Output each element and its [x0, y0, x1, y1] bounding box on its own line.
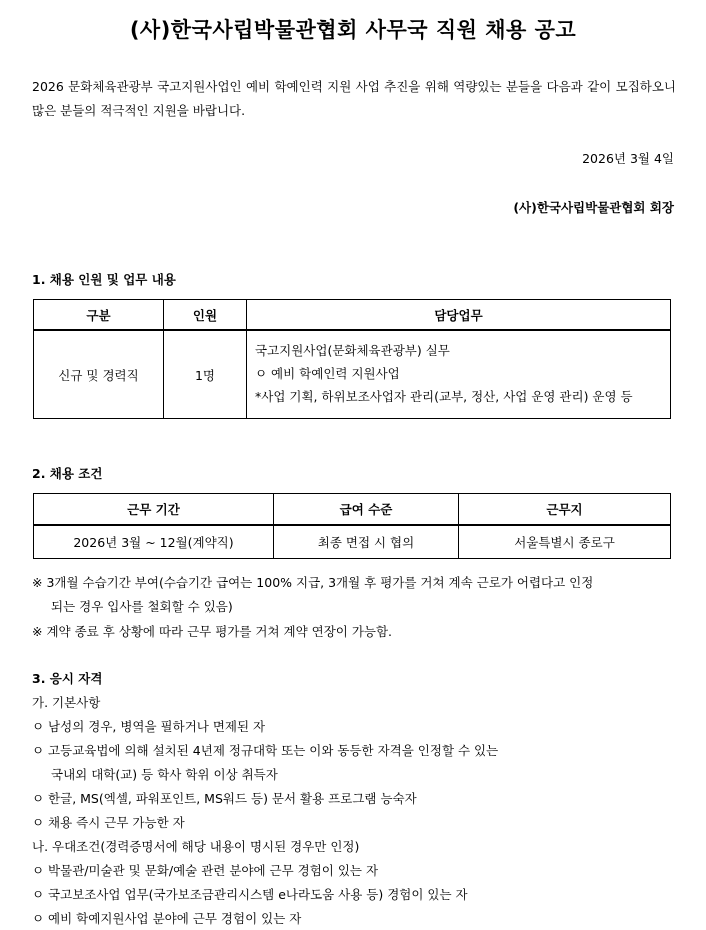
- header-category: 구분: [34, 300, 164, 331]
- duty-line: *사업 기획, 하위보조사업자 관리(교부, 정산, 사업 운영 관리) 운영 등: [255, 389, 633, 404]
- note-line: 되는 경우 입사를 철회할 수 있음): [51, 599, 233, 614]
- conditions-table-header: [34, 494, 671, 526]
- recruitment-table: [33, 299, 671, 419]
- qualification-line: 나. 우대조건(경력증명서에 해당 내용이 명시된 경우만 인정): [32, 839, 360, 854]
- recruitment-table-header: [34, 300, 671, 331]
- conditions-table: [33, 493, 671, 559]
- table-row: [34, 330, 671, 419]
- table-row: [34, 525, 671, 559]
- announcement-date: 2026년 3월 4일: [582, 151, 674, 166]
- section2-heading: 2. 채용 조건: [32, 466, 103, 481]
- cell-count: 1명: [164, 330, 247, 419]
- section1-heading: 1. 채용 인원 및 업무 내용: [32, 272, 176, 287]
- qualification-line: ㅇ 고등교육법에 의해 설치된 4년제 정규대학 또는 이와 동등한 자격을 인정할 수 있는: [32, 743, 499, 758]
- cell-salary: 최종 면접 시 협의: [274, 525, 459, 559]
- header-count: 인원: [164, 300, 247, 331]
- duty-line: ㅇ 예비 학예인력 지원사업: [255, 366, 400, 381]
- header-period: 근무 기간: [34, 494, 274, 526]
- header-salary: 급여 수준: [274, 494, 459, 526]
- header-location: 근무지: [459, 494, 671, 526]
- intro-paragraph: 2026 문화체육관광부 국고지원사업인 예비 학예인력 지원 사업 추진을 위해 역량있는 분들을 다음과 같이 모집하오니 많은 분들의 적극적인 지원을 바랍니다.: [32, 79, 676, 118]
- duty-line: 국고지원사업(문화체육관광부) 실무: [255, 343, 450, 358]
- qualification-line: 가. 기본사항: [32, 695, 101, 710]
- section3-heading: 3. 응시 자격: [32, 671, 103, 686]
- cell-period: 2026년 3월 ~ 12월(계약직): [34, 525, 274, 559]
- qualification-line: ㅇ 채용 즉시 근무 가능한 자: [32, 815, 185, 830]
- qualification-line: ㅇ 남성의 경우, 병역을 필하거나 면제된 자: [32, 719, 266, 734]
- issuer-name: (사)한국사립박물관협회 회장: [513, 200, 674, 215]
- qualification-line: ㅇ 국고보조사업 업무(국가보조금관리시스템 e나라도움 사용 등) 경험이 있는 자: [32, 887, 468, 902]
- cell-category: 신규 및 경력직: [34, 330, 164, 419]
- qualification-line: 국내외 대학(교) 등 학사 학위 이상 취득자: [51, 767, 278, 782]
- qualification-line: ㅇ 한글, MS(엑셀, 파워포인트, MS워드 등) 문서 활용 프로그램 능숙자: [32, 791, 417, 806]
- note-line: ※ 계약 종료 후 상황에 따라 근무 평가를 거쳐 계약 연장이 가능함.: [32, 624, 393, 639]
- note-line: ※ 3개월 수습기간 부여(수습기간 급여는 100% 지급, 3개월 후 평가를 거쳐 계속 근로가 어렵다고 인정: [32, 575, 594, 590]
- cell-location: 서울특별시 종로구: [459, 525, 671, 559]
- header-duties: 담당업무: [247, 300, 671, 331]
- page-title: (사)한국사립박물관협회 사무국 직원 채용 공고: [129, 18, 577, 42]
- cell-duties: [247, 330, 671, 419]
- qualification-line: ㅇ 예비 학예지원사업 분야에 근무 경험이 있는 자: [32, 911, 302, 926]
- qualification-line: ㅇ 박물관/미술관 및 문화/예술 관련 분야에 근무 경험이 있는 자: [32, 863, 379, 878]
